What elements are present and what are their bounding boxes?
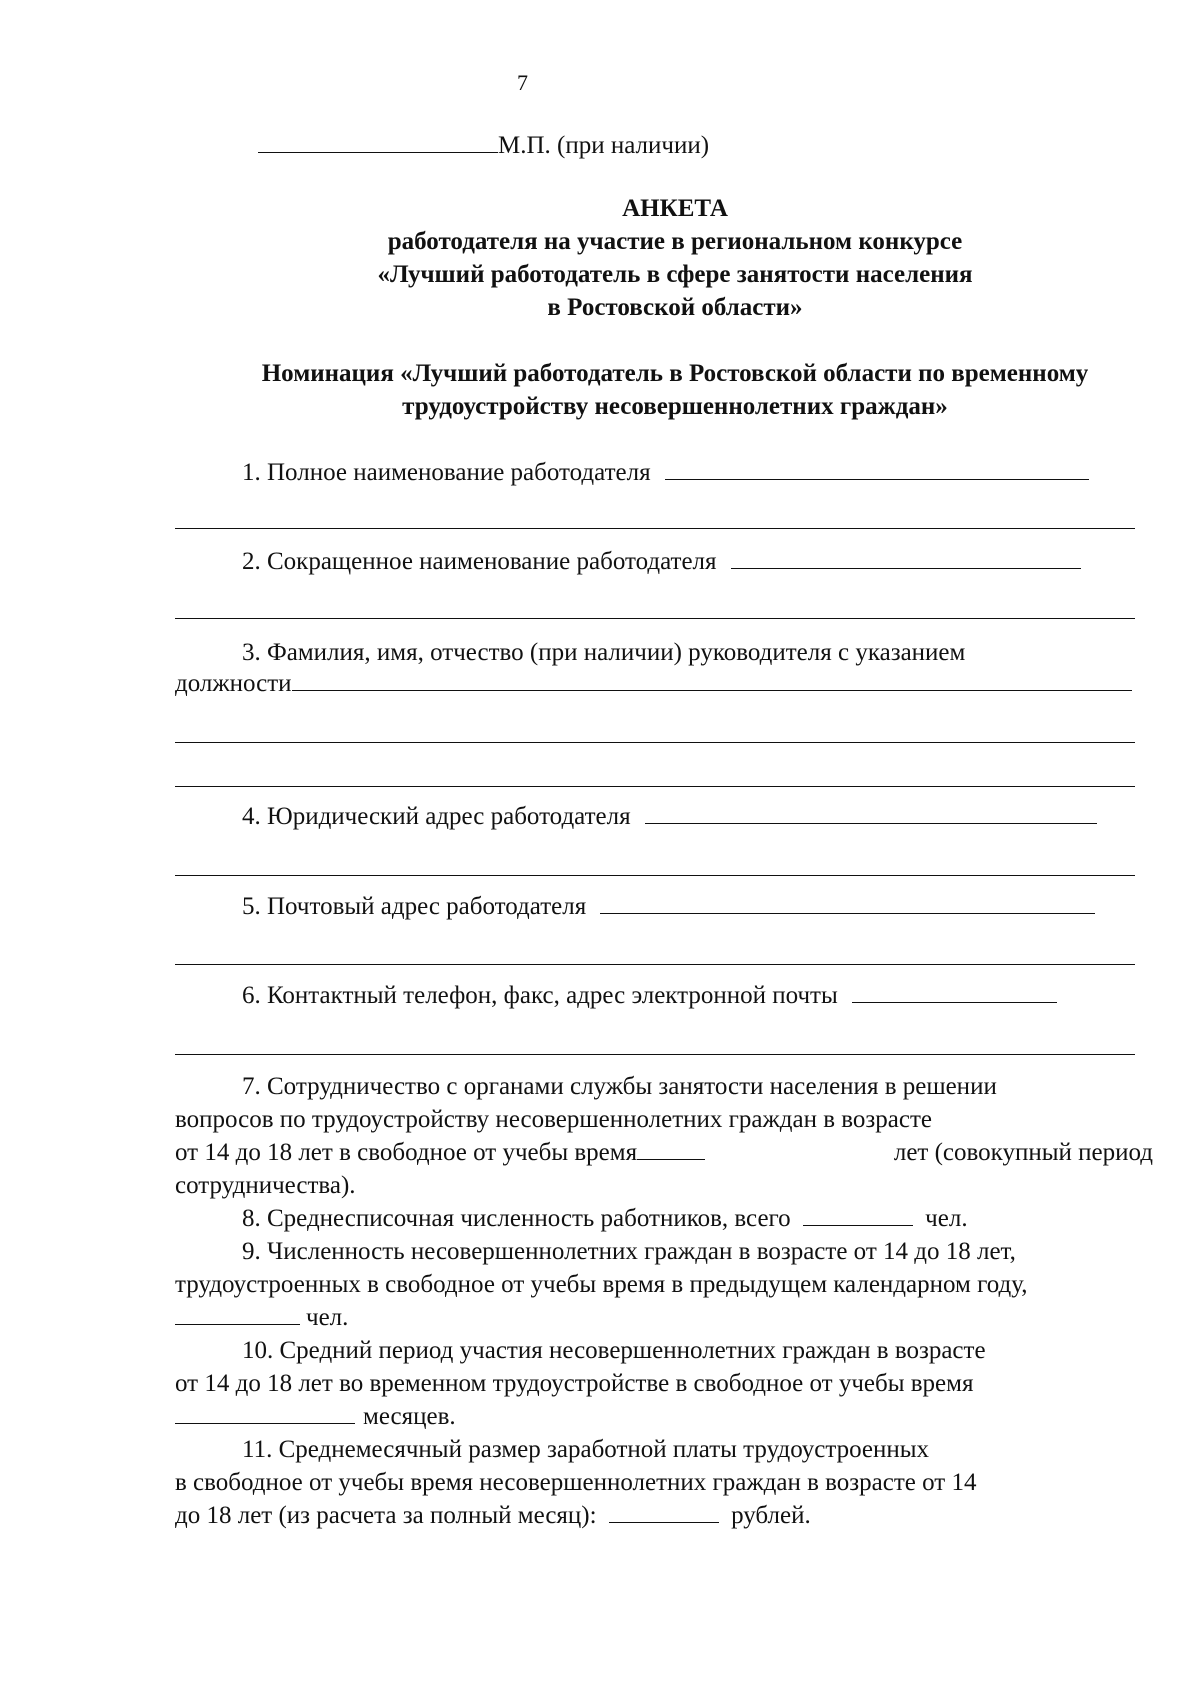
stamp-label: М.П. (при наличии)	[498, 132, 710, 159]
field-head-line-3[interactable]	[175, 785, 1135, 787]
item-9-count-input[interactable]	[175, 1302, 300, 1325]
item-7-line-4: сотрудничества).	[175, 1172, 356, 1199]
item-10-unit: месяцев.	[363, 1403, 456, 1430]
item-7	[175, 1070, 1153, 1202]
item-11-line-2: в свободное от учебы время несовершеннолетних граждан в возрасте от 14	[175, 1469, 977, 1496]
stamp-line	[258, 128, 709, 160]
field-full-name-label: 1. Полное наименование работодателя	[242, 459, 651, 486]
field-contacts-line-2[interactable]	[175, 1053, 1135, 1055]
page-number: 7	[517, 70, 528, 95]
item-10-line-1: 10. Средний период участия несовершеннолетних граждан в возрасте	[242, 1337, 986, 1364]
form-title-heading: АНКЕТА	[622, 195, 728, 222]
field-postal-address	[175, 891, 1153, 921]
item-11	[175, 1433, 1153, 1532]
item-9-line-1: 9. Численность несовершеннолетних граждан в возрасте от 14 до 18 лет,	[242, 1238, 1016, 1265]
item-7-line-3	[175, 1136, 1153, 1169]
item-8-label: 8. Среднесписочная численность работников, всего	[242, 1205, 791, 1232]
item-11-line-3-text: до 18 лет (из расчета за полный месяц):	[175, 1502, 597, 1529]
item-7-years-input[interactable]	[637, 1137, 705, 1160]
field-legal-address-line-2[interactable]	[175, 874, 1135, 876]
field-contacts	[175, 980, 1153, 1010]
item-7-line-3-text: от 14 до 18 лет в свободное от учебы время	[175, 1139, 638, 1166]
field-short-name	[175, 546, 1153, 576]
item-8-count-input[interactable]	[803, 1203, 913, 1226]
field-head-name	[175, 636, 1153, 669]
item-10	[175, 1334, 1153, 1433]
field-short-name-line-2[interactable]	[175, 617, 1135, 619]
nomination-title	[175, 357, 1175, 423]
field-legal-address-input[interactable]	[645, 801, 1097, 824]
item-7-line-2: вопросов по трудоустройству несовершеннолетних граждан в возрасте	[175, 1106, 933, 1133]
field-legal-address	[175, 801, 1153, 831]
field-contacts-label: 6. Контактный телефон, факс, адрес электронной почты	[242, 982, 838, 1009]
form-title-line-2: «Лучший работодатель в сфере занятости населения	[377, 261, 973, 288]
item-11-salary-input[interactable]	[609, 1500, 719, 1523]
field-full-name-line-2[interactable]	[175, 527, 1135, 529]
field-full-name-input[interactable]	[665, 457, 1089, 480]
item-10-months-input[interactable]	[175, 1401, 355, 1424]
field-head-position-input[interactable]	[292, 668, 1132, 691]
field-contacts-input[interactable]	[852, 980, 1057, 1003]
item-8	[175, 1202, 1153, 1235]
field-full-name	[175, 457, 1153, 487]
item-7-line-3-tail: лет (совокупный период	[893, 1139, 1153, 1166]
field-head-position	[175, 668, 1153, 698]
field-short-name-label: 2. Сокращенное наименование работодателя	[242, 548, 717, 575]
nomination-line-1: Номинация «Лучший работодатель в Ростовской области по временному	[261, 360, 1089, 387]
form-title-line-3: в Ростовской области»	[547, 294, 803, 321]
item-7-line-1: 7. Сотрудничество с органами службы занятости населения в решении	[242, 1073, 997, 1100]
item-11-line-1: 11. Среднемесячный размер заработной платы трудоустроенных	[242, 1436, 930, 1463]
form-title	[175, 192, 1175, 324]
item-9	[175, 1235, 1153, 1334]
field-head-line-2[interactable]	[175, 741, 1135, 743]
item-9-line-2: трудоустроенных в свободное от учебы время в предыдущем календарном году,	[175, 1271, 1028, 1298]
item-9-unit: чел.	[306, 1304, 349, 1331]
item-11-unit: рублей.	[731, 1502, 811, 1529]
form-title-line-1: работодателя на участие в региональном конкурсе	[387, 228, 963, 255]
item-8-unit: чел.	[925, 1205, 968, 1232]
field-legal-address-label: 4. Юридический адрес работодателя	[242, 803, 631, 830]
field-head-name-label: 3. Фамилия, имя, отчество (при наличии) руководителя с указанием	[242, 639, 966, 666]
field-postal-address-input[interactable]	[600, 891, 1095, 914]
item-10-line-2: от 14 до 18 лет во временном трудоустройстве в свободное от учебы время	[175, 1370, 974, 1397]
field-postal-address-label: 5. Почтовый адрес работодателя	[242, 893, 587, 920]
field-postal-address-line-2[interactable]	[175, 963, 1135, 965]
field-short-name-input[interactable]	[731, 546, 1081, 569]
field-head-position-label: должности	[175, 670, 292, 697]
nomination-line-2: трудоустройству несовершеннолетних граждан»	[402, 393, 948, 420]
stamp-signature-blank[interactable]	[258, 128, 498, 153]
